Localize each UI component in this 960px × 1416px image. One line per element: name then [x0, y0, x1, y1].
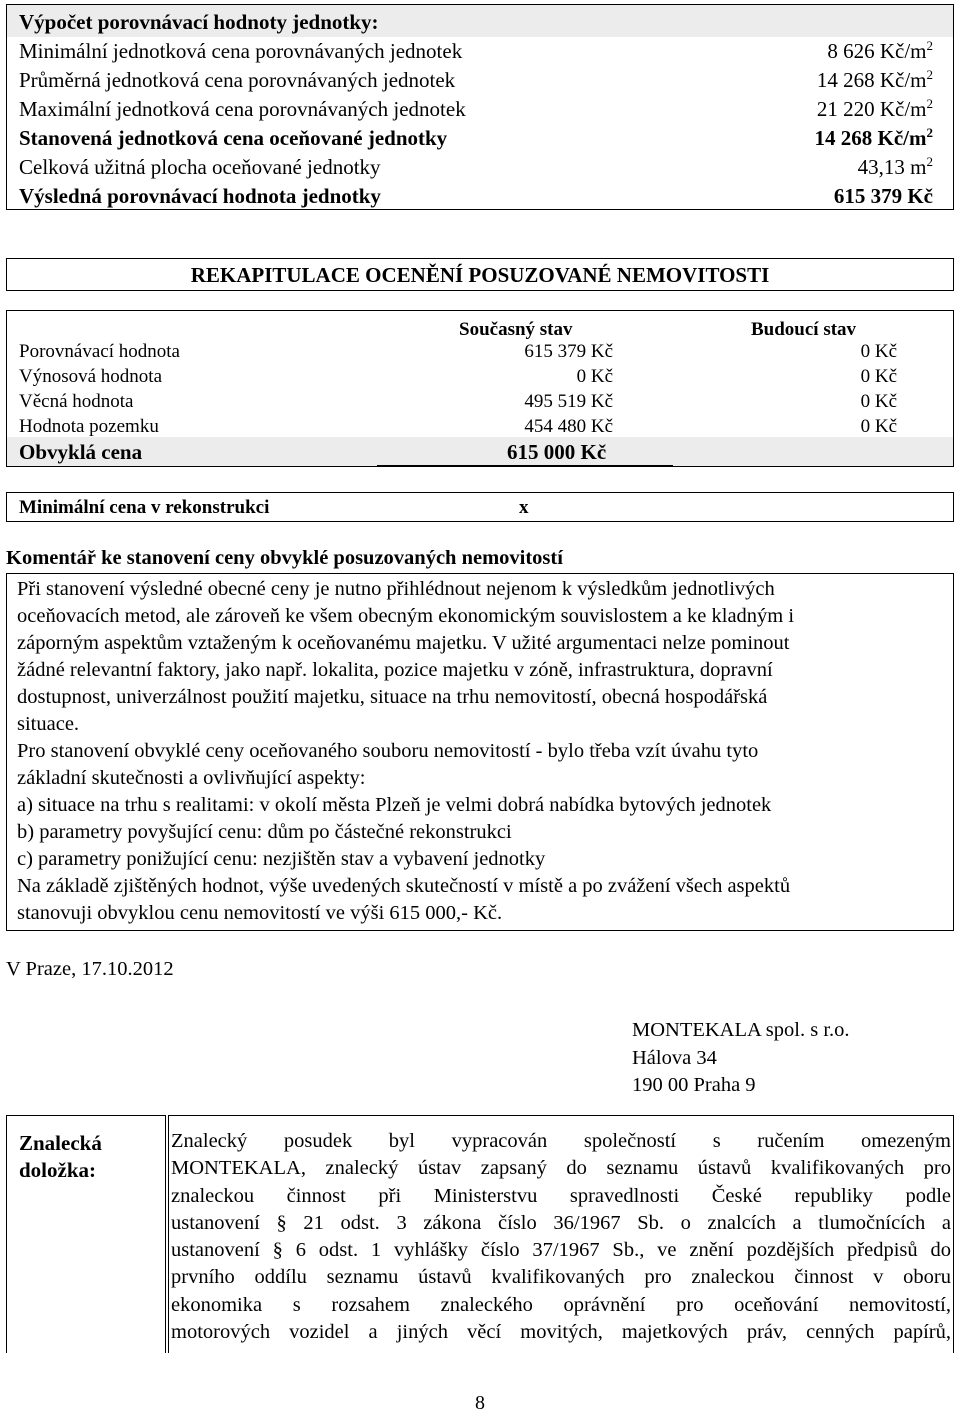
unit-calc-row-label: Celková užitná plocha oceňované jednotky: [19, 155, 381, 179]
unit-calc-row-value-text: 8 626 Kč/m: [827, 39, 927, 63]
comment-line: Pro stanovení obvyklé ceny oceňovaného souboru nemovitostí - bylo třeba vzít úvahu tyto: [17, 740, 759, 762]
recap-row-current: 454 480 Kč: [524, 416, 613, 437]
recap-row-future: 0 Kč: [860, 416, 897, 437]
recap-row-current: 615 379 Kč: [524, 341, 613, 362]
expert-clause-line: znaleckou činnost při Ministerstvu spravedlnosti České republiky podle: [171, 1184, 951, 1207]
unit-calc-row-value: [817, 66, 933, 94]
recap-row-label: Hodnota pozemku: [19, 416, 159, 437]
expert-clause-line: ekonomika s rozsahem znaleckého oprávnění pro oceňování nemovitostí,: [171, 1293, 951, 1316]
min-price-label: Minimální cena v rekonstrukci: [19, 497, 270, 518]
company-name: MONTEKALA spol. s r.o.: [632, 1019, 850, 1041]
unit-calc-row: [7, 66, 953, 94]
unit-calc-row-label: Maximální jednotková cena porovnávaných jednotek: [19, 97, 466, 121]
unit-calc-row: [7, 182, 953, 210]
recap-row-future: 0 Kč: [860, 341, 897, 362]
unit-calc-row: [7, 95, 953, 123]
unit-calc-row-exponent: 2: [926, 154, 933, 169]
unit-calc-row-value: [858, 153, 933, 181]
unit-calc-title: Výpočet porovnávací hodnoty jednotky:: [19, 10, 379, 34]
expert-clause-label-line2: doložka:: [19, 1158, 97, 1182]
unit-calc-row-value: [834, 182, 933, 210]
recap-row-current: 495 519 Kč: [524, 391, 613, 412]
recap-table-box: [6, 310, 954, 467]
page-number: 8: [475, 1392, 485, 1414]
expert-clause-text: [171, 1128, 951, 1346]
comment-line: c) parametry ponižující cenu: nezjištěn stav a vybavení jednotky: [17, 848, 546, 870]
recap-col-current: Současný stav: [459, 319, 573, 340]
unit-calc-row-label: Stanovená jednotková cena oceňované jednotky: [19, 126, 448, 150]
unit-calc-row-value: [815, 124, 933, 152]
recap-title: REKAPITULACE OCENĚNÍ POSUZOVANÉ NEMOVITOSTI: [190, 263, 770, 287]
min-price-box: [6, 492, 954, 522]
comment-line: základní skutečnosti a ovlivňující aspekty:: [17, 767, 366, 789]
unit-calc-row-value-text: 21 220 Kč/m: [816, 97, 927, 121]
comment-line: záporným aspektům vztaženým k oceňovanému majetku. V užité argumentaci nelze pominout: [17, 632, 790, 654]
expert-clause-line: MONTEKALA, znalecký ústav zapsaný do seznamu ústavů kvalifikovaných pro: [171, 1157, 951, 1180]
recap-row-label: Věcná hodnota: [19, 391, 134, 412]
unit-calc-row-value-text: 43,13 m: [857, 155, 927, 179]
unit-calc-row-exponent: 2: [926, 125, 933, 140]
comment-line: Při stanovení výsledné obecné ceny je nutno přihlédnout nejenom k výsledkům jednotlivých: [17, 578, 775, 600]
unit-calc-row-label: Výsledná porovnávací hodnota jednotky: [19, 184, 381, 208]
comment-line: situace.: [17, 713, 80, 735]
unit-calc-row-exponent: 2: [926, 38, 933, 53]
expert-clause-line: ustanovení § 6 odst. 1 vyhlášky číslo 37/1967 Sb., ve znění pozdějších předpisů do: [171, 1239, 951, 1262]
company-block: [632, 1017, 850, 1100]
recap-row-future: 0 Kč: [860, 391, 897, 412]
min-price-value: x: [519, 497, 529, 518]
place-date: V Praze, 17.10.2012: [6, 958, 174, 980]
unit-calc-row: [7, 37, 953, 65]
comment-line: a) situace na trhu s realitami: v okolí města Plzeň je velmi dobrá nabídka bytových jednotek: [17, 794, 772, 816]
recap-row-current: 0 Kč: [576, 366, 613, 387]
unit-calc-row-value-text: 615 379 Kč: [833, 184, 933, 208]
recap-row: [7, 389, 953, 414]
unit-calc-box: [6, 4, 954, 210]
comment-box: [6, 573, 954, 931]
comment-line: Na základě zjištěných hodnot, výše uvedených skutečností v místě a po zvážení všech aspektů: [17, 875, 791, 897]
comment-line: stanovuji obvyklou cenu nemovitostí ve výši 615 000,- Kč.: [17, 902, 503, 924]
usual-price-label: Obvyklá cena: [19, 440, 143, 464]
recap-row-label: Výnosová hodnota: [19, 366, 163, 387]
unit-calc-row: [7, 124, 953, 152]
usual-price-underline: [377, 465, 673, 467]
unit-calc-row: [7, 153, 953, 181]
expert-clause-label-box: [6, 1115, 166, 1353]
recap-row: [7, 339, 953, 364]
company-street: Hálova 34: [632, 1046, 717, 1069]
comment-line: žádné relevantní faktory, jako např. lokalita, pozice majetku v zóně, infrastruktura, dopravní: [17, 659, 773, 681]
comment-heading: Komentář ke stanovení ceny obvyklé posuzovaných nemovitostí: [6, 547, 563, 569]
expert-clause-text-box: [168, 1115, 954, 1353]
company-city: 190 00 Praha 9: [632, 1074, 756, 1096]
unit-calc-row-value: [817, 95, 933, 123]
comment-line: dostupnost, univerzálnost použití majetku, situace na trhu nemovitostí, obecná hospodářská: [17, 686, 768, 708]
expert-clause-line: ustanovení § 21 odst. 3 zákona číslo 36/1967 Sb. o znalcích a tlumočnících a: [171, 1211, 951, 1234]
recap-col-future: Budoucí stav: [751, 319, 857, 340]
unit-calc-row-exponent: 2: [926, 96, 933, 111]
comment-text: [17, 576, 943, 927]
unit-calc-row-label: Minimální jednotková cena porovnávaných jednotek: [19, 39, 463, 63]
expert-clause-label: [19, 1130, 102, 1184]
unit-calc-row-value-text: 14 268 Kč/m: [816, 68, 927, 92]
comment-line: oceňovacích metod, ale zároveň ke všem obecným ekonomickým souvislostem a ke kladným i: [17, 605, 795, 627]
usual-price-value: 615 000 Kč: [507, 440, 607, 464]
recap-row: [7, 364, 953, 389]
recap-row-future: 0 Kč: [860, 366, 897, 387]
expert-clause-line: Znalecký posudek byl vypracován společností s ručením omezeným: [171, 1130, 951, 1152]
expert-clause-line: motorových vozidel a jiných věcí movitých, majetkových práv, cenných papírů,: [171, 1321, 951, 1344]
expert-clause-line: prvního oddílu seznamu ústavů kvalifikovaných pro znaleckou činnost v oboru: [171, 1266, 951, 1289]
unit-calc-row-value-text: 14 268 Kč/m: [814, 126, 927, 150]
expert-clause-label-line1: Znalecká: [19, 1131, 102, 1155]
usual-price-bar: [7, 437, 953, 466]
comment-line: b) parametry povyšující cenu: dům po částečné rekonstrukci: [17, 821, 512, 843]
recap-row-label: Porovnávací hodnota: [19, 341, 180, 362]
recap-title-box: [6, 258, 954, 291]
unit-calc-row-value: [827, 37, 933, 65]
unit-calc-row-label: Průměrná jednotková cena porovnávaných jednotek: [19, 68, 456, 92]
unit-calc-row-exponent: 2: [926, 67, 933, 82]
recap-row: [7, 414, 953, 439]
